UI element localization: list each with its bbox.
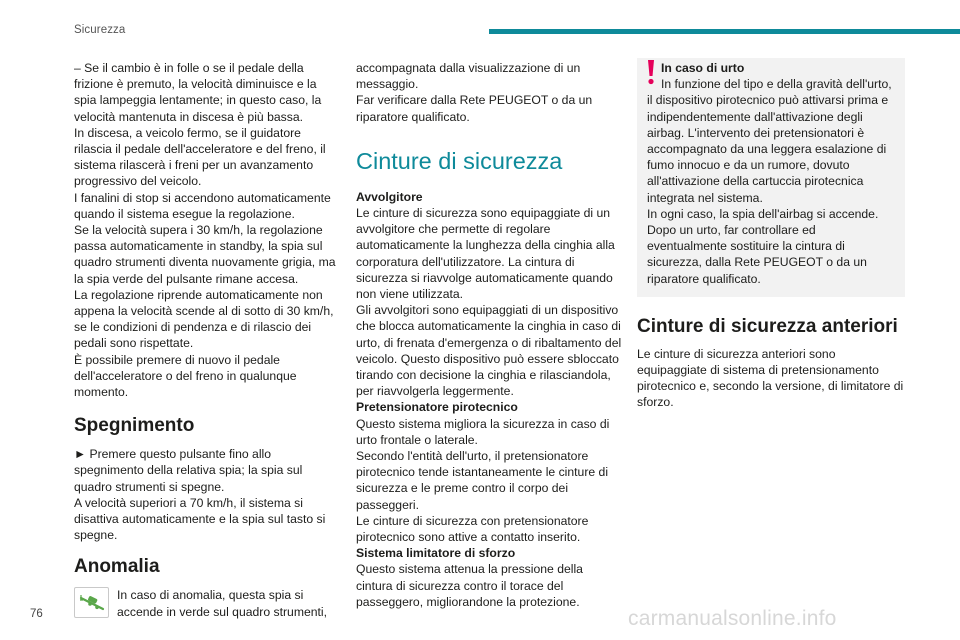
paragraph: – Se il cambio è in folle o se il pedale della frizione è premuto, la velocità diminuisce e la spia lampeggia lentamente; in questo caso, la velocità mantenuta in discesa è più bassa. <box>74 61 322 124</box>
subheading-avvolgitore: Avvolgitore <box>356 189 423 204</box>
heading-anomalia: Anomalia <box>74 556 160 578</box>
heading-spegnimento: Spegnimento <box>74 415 195 437</box>
subheading-limitatore: Sistema limitatore di sforzo <box>356 546 516 561</box>
subheading-pretensionatore: Pretensionatore pirotecnico <box>356 400 518 415</box>
page-number: 76 <box>30 608 43 620</box>
paragraph: In caso di anomalia, questa spia si accende in verde sul quadro strumenti, <box>117 588 328 619</box>
paragraph: Secondo l'entità dell'urto, il pretensionatore pirotecnico tende istantaneamente le cinture di sicurezza e le preme contro il corpo dei passeggeri. <box>356 449 609 512</box>
paragraph: Questo sistema attenua la pressione della cintura di sicurezza contro il torace del passeggero, migliorandone la protezione. <box>356 562 583 609</box>
paragraph: Questo sistema migliora la sicurezza in caso di urto frontale o laterale. <box>356 416 610 447</box>
column-left <box>74 60 336 620</box>
section-title: Cinture di sicurezza <box>356 147 563 174</box>
paragraph: In funzione del tipo e della gravità dell'urto, il dispositivo pirotecnico può attivarsi prima e indipendentemente dall'attivazione degli airbag. L'intervento dei pretensionatori è accompagnato da una leggera esalazione di fumo innocuo e da un rumore, dovuto all'attivazione della cartuccia pirotecnica integrata nel sistema. <box>647 77 892 205</box>
exclamation-warning-icon <box>645 58 657 86</box>
paragraph: La regolazione riprende automaticamente non appena la velocità scende al di sotto di 30 km/h, se le condizioni di pendenza e di rilascio dei pedali sono rispettate. <box>74 287 334 351</box>
paragraph: ► Premere questo pulsante fino allo spegnimento della relativa spia; la spia sul quadro strumenti si spegne. <box>74 447 303 494</box>
watermark: carmanualsonline.info <box>628 607 837 630</box>
paragraph: In ogni caso, la spia dell'airbag si accende. <box>647 206 879 221</box>
heading-front-belts: Cinture di sicurezza anteriori <box>637 315 898 337</box>
warning-box <box>637 58 905 297</box>
paragraph: In discesa, a veicolo fermo, se il guidatore rilascia il pedale dell'acceleratore e del freno, il sistema rilascerà i freni per un avanzamento progressivo del veicolo. <box>74 125 326 189</box>
section-header: Sicurezza <box>74 24 126 36</box>
paragraph: Le cinture di sicurezza sono equipaggiate di un avvolgitore che permette di regolare automaticamente la lunghezza della cinghia alla corporatura dell'utilizzatore. La cintura di sicurezza si riavvolge automaticamente quando non viene utilizzata. <box>356 206 615 302</box>
warning-title: In caso di urto <box>661 61 745 75</box>
column-middle <box>356 60 622 610</box>
paragraph: Se la velocità supera i 30 km/h, la regolazione passa automaticamente in standby, la spia sul quadro strumenti diventa nuovamente grigia, ma la spia verde del pulsante rimane accesa. <box>74 223 336 286</box>
column-right <box>637 60 905 411</box>
paragraph: È possibile premere di nuovo il pedale dell'acceleratore o del freno in qualunque momento. <box>74 352 297 400</box>
anomaly-row <box>74 587 336 619</box>
paragraph: I fanalini di stop si accendono automaticamente quando il sistema esegue la regolazione. <box>74 190 331 221</box>
paragraph: Le cinture di sicurezza anteriori sono equipaggiate di sistema di pretensionamento pirotecnico e, secondo la versione, di limitatore di sforzo. <box>637 346 904 410</box>
paragraph: A velocità superiori a 70 km/h, il sistema si disattiva automaticamente e la spia sul tasto si spegne. <box>74 495 326 543</box>
paragraph: Le cinture di sicurezza con pretensionatore pirotecnico sono attive a contatto inserito. <box>356 513 589 545</box>
paragraph: Dopo un urto, far controllare ed eventualmente sostituire la cintura di sicurezza, dalla Rete PEUGEOT o da un riparatore qualificato. <box>647 223 867 286</box>
paragraph: accompagnata dalla visualizzazione di un messaggio. <box>356 61 581 92</box>
header-accent-bar <box>489 29 960 34</box>
paragraph: Gli avvolgitori sono equipaggiati di un dispositivo che blocca automaticamente la cinghia in caso di urto, di frenata d'emergenza o di ribaltamento del veicolo. Questo dispositivo può essere sbloccato tirando con decisione la cinghia e rilasciandola, per riavvolgerla leggermente. <box>356 303 622 399</box>
paragraph: Far verificare dalla Rete PEUGEOT o da un riparatore qualificato. <box>356 93 593 124</box>
hill-descent-warning-icon <box>74 587 109 618</box>
